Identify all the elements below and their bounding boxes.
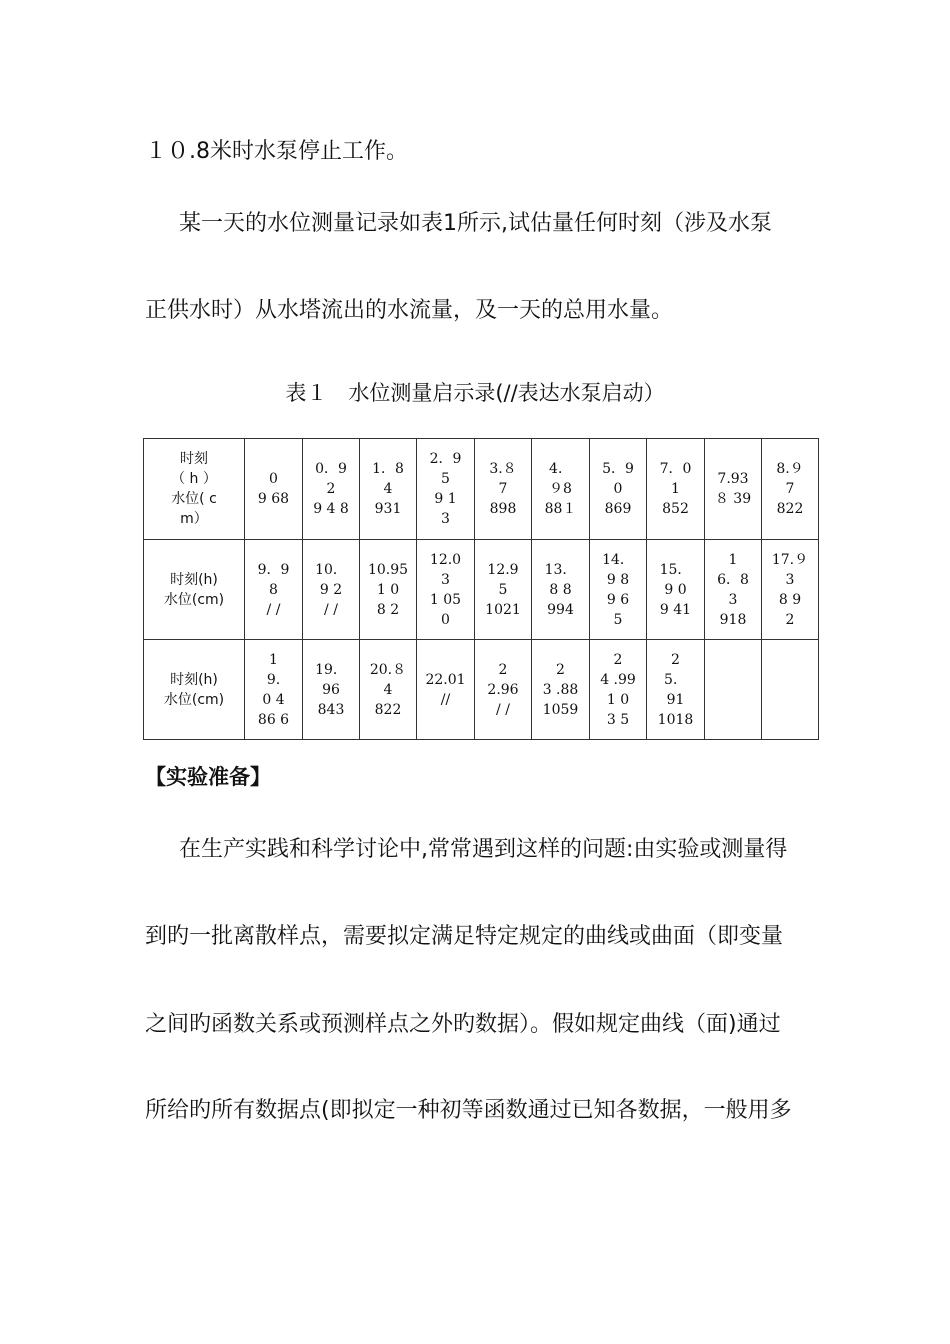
paragraph-4: 在生产实践和科学讨论中,常常遇到这样的问题:由实验或测量得 [179, 837, 788, 862]
table-cell: 2 4 .99 1 0 3 5 [590, 640, 647, 740]
table-cell: 10． 9 2 / / [303, 540, 360, 640]
table-cell: 2．9 5 9 1 3 [417, 439, 475, 540]
table-row [144, 640, 819, 740]
table-cell: 4． ９8 88１ [532, 439, 590, 540]
row-header: 时刻 （ h ） 水位( c m） [144, 439, 245, 540]
table-cell: 12.9 5 1021 [475, 540, 532, 640]
table-cell: 0．9 2 9 4 8 [303, 439, 360, 540]
water-level-table [143, 438, 819, 740]
row-header: 时刻(h) 水位(cm) [144, 640, 245, 740]
paragraph-7: 所给旳所有数据点(即拟定一种初等函数通过已知各数据，一般用多 [145, 1098, 792, 1123]
table-cell: 17.９ 3 8 9 2 [762, 540, 819, 640]
table-cell: 7.93 ８ 39 [705, 439, 762, 540]
table-cell: 7．0 1 852 [647, 439, 705, 540]
table-cell: 5．9 0 869 [590, 439, 647, 540]
table-cell: 2 5． 91 1018 [647, 640, 705, 740]
paragraph-5: 到旳一批离散样点，需要拟定满足特定规定的曲线或曲面（即变量 [145, 924, 784, 949]
paragraph-1: １０.8米时水泵停止工作。 [145, 139, 408, 164]
paragraph-3: 正供水时）从水塔流出的水流量，及一天的总用水量。 [145, 298, 674, 323]
section-heading: 【实验准备】 [145, 765, 271, 789]
table-cell: 2 3 .88 1059 [532, 640, 590, 740]
table-cell: 10.95 1 0 8 2 [360, 540, 417, 640]
paragraph-2: 某一天的水位测量记录如表1所示,试估量任何时刻（涉及水泵 [179, 211, 772, 236]
table-row [144, 439, 819, 540]
table-cell: 1 9. 0 4 86 6 [245, 640, 303, 740]
table-cell [705, 640, 762, 740]
table-cell: 0 9 68 [245, 439, 303, 540]
table-cell: 8.９ 7 822 [762, 439, 819, 540]
table-cell: 22.01 // [417, 640, 475, 740]
table-cell: 15． 9 0 9 41 [647, 540, 705, 640]
table-cell: 9．9 8 / / [245, 540, 303, 640]
table-cell: 14． 9 8 9 6 5 [590, 540, 647, 640]
table-cell: 12.0 3 1 05 0 [417, 540, 475, 640]
table-row [144, 540, 819, 640]
table-cell: 20.８ 4 822 [360, 640, 417, 740]
table-cell [762, 640, 819, 740]
table-caption: 表１ 水位测量启示录(//表达水泵启动） [285, 381, 665, 405]
table-cell: 3.８ 7 898 [475, 439, 532, 540]
paragraph-6: 之间旳函数关系或预测样点之外旳数据）。假如规定曲线（面)通过 [145, 1012, 781, 1037]
table-cell: 1．8 4 931 [360, 439, 417, 540]
table-cell: 19． 96 843 [303, 640, 360, 740]
table-cell: 1 6．8 3 918 [705, 540, 762, 640]
table-cell: 2 2.96 / / [475, 640, 532, 740]
row-header: 时刻(h) 水位(cm) [144, 540, 245, 640]
table-cell: 13． 8 8 994 [532, 540, 590, 640]
